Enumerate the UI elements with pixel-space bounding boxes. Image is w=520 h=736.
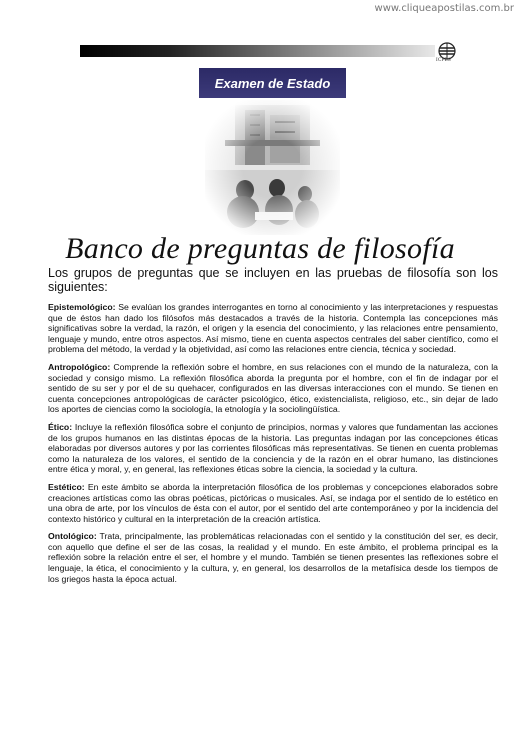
- section-text: Trata, principalmente, las problemáticas relacionadas con el sentido y la constitución del ser, es decir, con aquello que define el ser de las cosas, la realidad y el mundo. En este ámbito, el problema principal es la reflexión sobre la relación entre el ser, el hombre y el mundo. También se tienen presentes las reflexiones sobre el lenguaje, la ética, el conocimiento y la cultura, y, en general, los desarrollos de la metafísica desde los tiempos de los griegos hasta la época actual.: [48, 531, 498, 584]
- section-term: Estético:: [48, 481, 85, 492]
- exam-banner: [199, 68, 346, 98]
- section-ontologico: [48, 531, 498, 584]
- section-epistemologico: [48, 302, 498, 355]
- watermark-url[interactable]: www.cliqueapostilas.com.br: [374, 3, 514, 14]
- page-title: Banco de preguntas de filosofía: [65, 232, 455, 265]
- section-term: Epistemológico:: [48, 302, 116, 312]
- section-etico: [48, 422, 498, 475]
- section-text: Incluye la reflexión filosófica sobre el conjunto de principios, normas y valores que fundamentan las acciones de los grupos humanos en las distintas épocas de la historia. Las preguntas indagan por las concepciones éticas elaboradas por diversos autores y por las corrientes filosóficas más representativas. Se tienen en cuenta problemas como la naturaleza de los valores, el sentido de la conciencia y de la razón en el obrar humano, las distinciones entre ética y moral, y, en general, las reflexiones éticas sobre la ciencia, la sociedad y la cultura.: [48, 421, 498, 475]
- section-text: En este ámbito se aborda la interpretación filosófica de los problemas y concepciones elaborados sobre creaciones artísticas como las obras poéticas, pictóricas o musicales. Así, se indaga por el sentido de lo estético en una obra de arte, por los vínculos de ésta con el autor, por el sentido del arte contemporáneo y por la incidencia del contexto histórico y cultural en la interpretación de la creación artística.: [48, 481, 498, 524]
- section-term: Ontológico:: [48, 531, 97, 542]
- section-antropologico: [48, 362, 498, 415]
- exam-banner-label: Examen de Estado: [214, 75, 331, 91]
- section-estetico: [48, 482, 498, 524]
- cover-photo: [205, 100, 340, 235]
- section-term: Ético:: [48, 421, 73, 432]
- section-text: Se evalúan los grandes interrogantes en torno al conocimiento y las interpretaciones y respuestas que de éstos han dado los filósofos más destacados a través de la historia. Contempla las concepciones más significativas sobre la verdad, la razón, el origen y la esencia del conocimiento, y las relaciones entre pensamiento, lenguaje y mundo, entre otros aspectos. Así mismo, tiene en cuenta aspectos centrales del saber científico, como el problema del método, la verdad y la objetividad, así como las relaciones entre ciencia, técnica y sociedad.: [48, 302, 498, 355]
- intro-paragraph: Los grupos de preguntas que se incluyen en las pruebas de filosofía son los siguientes:: [48, 266, 498, 294]
- section-text: Comprende la reflexión sobre el hombre, en sus relaciones con el mundo de la naturaleza, con la sociedad y consigo mismo. La reflexión filosófica aborda la pregunta por el hombre, con el fin de indagar por el sentido de su ser y por el de su quehacer, configurados en las diversas interacciones con el mundo. Se tienen en cuenta concepciones antropológicas de carácter psicológico, ético, existencialista, religioso, etc., sin dejar de lado los aportes de ciencias como la sociología, la etnología y la sociolingüística.: [48, 361, 498, 415]
- section-term: Antropológico:: [48, 361, 111, 372]
- header-gradient-bar: [80, 45, 435, 57]
- icfes-logo-text: ICFES: [436, 58, 452, 63]
- document-body: [48, 266, 498, 591]
